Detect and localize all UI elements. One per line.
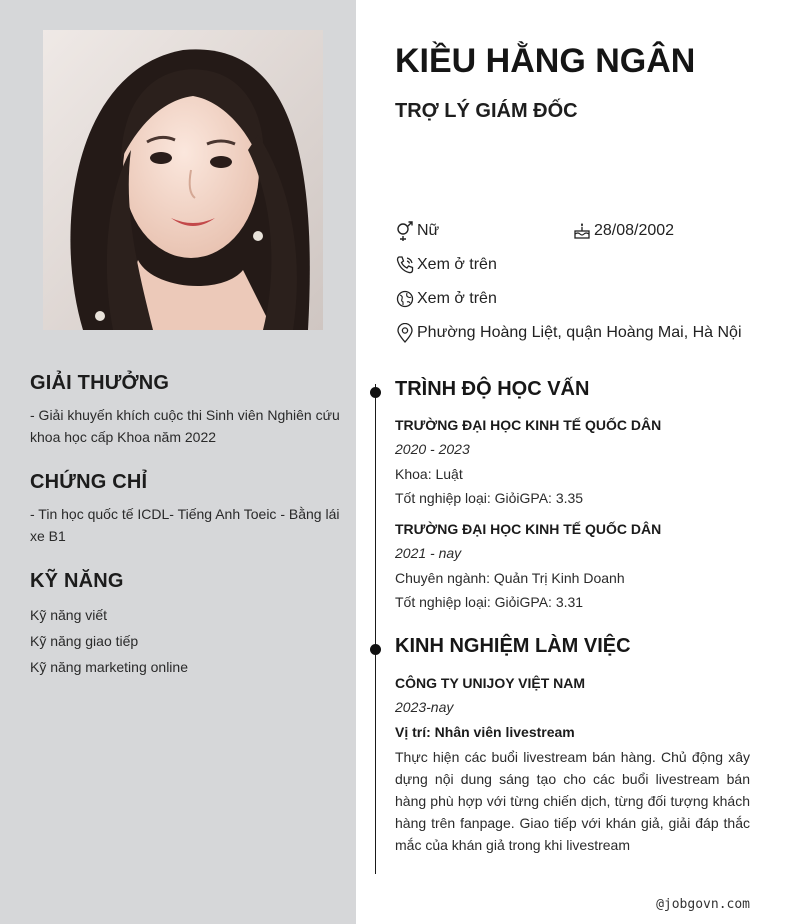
phone-row	[395, 255, 497, 275]
gender-row	[395, 221, 439, 241]
birthday-row	[572, 221, 674, 241]
education-entry	[395, 521, 750, 618]
phone-value: Xem ở trên	[417, 256, 497, 273]
website-row	[395, 289, 497, 309]
certificates-text: - Tin học quốc tế ICDL- Tiếng Anh Toeic - Bằng lái xe B1	[30, 506, 340, 544]
candidate-title: TRỢ LÝ GIÁM ĐỐC	[395, 100, 578, 122]
skill-item: Kỹ năng viết	[30, 607, 108, 623]
education-period: 2020 - 2023	[395, 441, 470, 457]
awards-title: GIẢI THƯỞNG	[30, 372, 170, 394]
skills-title: KỸ NĂNG	[30, 570, 124, 592]
birthday-value: 28/08/2002	[594, 222, 675, 239]
address-row	[395, 323, 742, 343]
education-entry	[395, 417, 750, 514]
cake-icon	[572, 221, 592, 241]
timeline-dot-education	[370, 387, 381, 398]
watermark: @jobgovn.com	[656, 897, 750, 912]
skill-item: Kỹ năng giao tiếp	[30, 633, 139, 649]
school-name: TRƯỜNG ĐẠI HỌC KINH TẾ QUỐC DÂN	[395, 417, 662, 433]
school-name: TRƯỜNG ĐẠI HỌC KINH TẾ QUỐC DÂN	[395, 521, 662, 537]
location-pin-icon	[395, 323, 415, 343]
education-period: 2021 - nay	[395, 545, 462, 561]
awards-text: - Giải khuyến khích cuộc thi Sinh viên Nghiên cứu khoa học cấp Khoa năm 2022	[30, 407, 340, 445]
education-detail: Khoa: Luật	[395, 466, 463, 482]
candidate-name: KIỀU HẰNG NGÂN	[395, 42, 696, 80]
experience-title: KINH NGHIỆM LÀM VIỆC	[395, 635, 631, 657]
education-section	[395, 378, 750, 401]
experience-role: Vị trí: Nhân viên livestream	[395, 724, 575, 740]
awards-section	[30, 372, 340, 448]
sidebar	[0, 0, 356, 924]
globe-icon	[395, 289, 415, 309]
experience-description: Thực hiện các buổi livestream bán hàng. Chủ động xây dựng nội dung sáng tạo cho các buổi livestream bán hàng phù hợp với từng chiến dịch, từng đối tượng khách hàng trên fanpage. Giao tiếp với khán giả, giải đáp thắc mắc của khán giả trong khi livestream	[395, 749, 750, 853]
gender-value: Nữ	[417, 222, 440, 239]
phone-icon	[395, 255, 415, 275]
education-grade: Tốt nghiệp loại: GiỏiGPA: 3.31	[395, 594, 584, 610]
certificates-section	[30, 471, 340, 547]
profile-photo	[43, 30, 323, 330]
address-value: Phường Hoàng Liệt, quận Hoàng Mai, Hà Nội	[417, 324, 742, 341]
experience-entry	[395, 675, 750, 856]
timeline-line	[375, 384, 376, 874]
skills-section	[30, 570, 340, 680]
website-value: Xem ở trên	[417, 290, 497, 307]
education-detail: Chuyên ngành: Quản Trị Kinh Doanh	[395, 570, 625, 586]
gender-icon	[395, 221, 415, 241]
experience-section	[395, 635, 750, 658]
education-title: TRÌNH ĐỘ HỌC VẤN	[395, 378, 590, 400]
company-name: CÔNG TY UNIJOY VIỆT NAM	[395, 675, 586, 691]
experience-period: 2023-nay	[395, 699, 454, 715]
timeline-dot-experience	[370, 644, 381, 655]
education-grade: Tốt nghiệp loại: GiỏiGPA: 3.35	[395, 490, 584, 506]
skill-item: Kỹ năng marketing online	[30, 659, 188, 675]
certificates-title: CHỨNG CHỈ	[30, 471, 148, 493]
